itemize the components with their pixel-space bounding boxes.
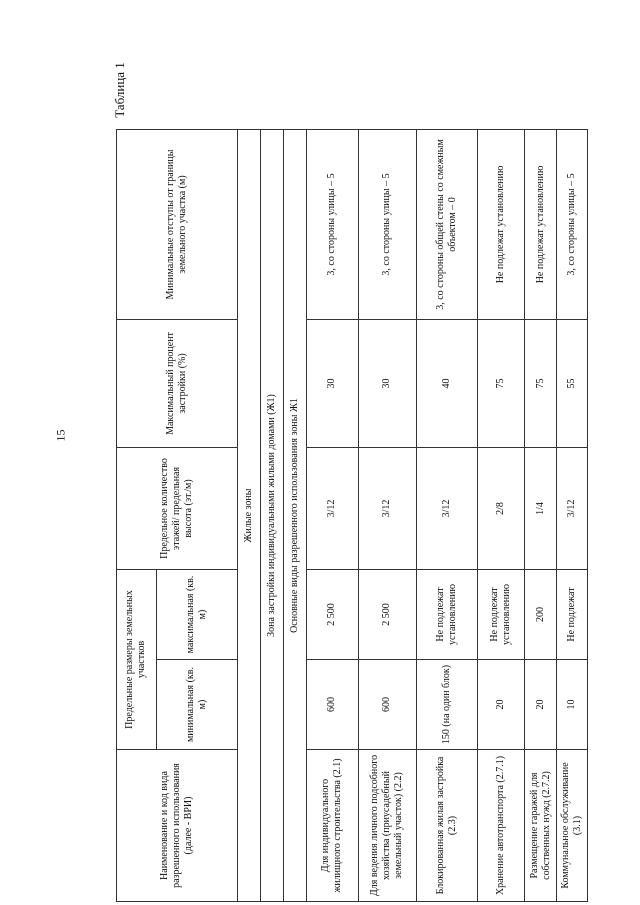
- rotated-table-container: [116, 130, 588, 902]
- row-name: Коммунальное обслуживание (3.1): [556, 750, 587, 902]
- table-row: [358, 129, 416, 901]
- row-name: Размещение гаражей для собственных нужд (2.7.2): [525, 750, 556, 902]
- table-row: [525, 129, 556, 901]
- row-percent: 30: [358, 319, 416, 447]
- table-row: [477, 129, 525, 901]
- row-min: 10: [556, 660, 587, 750]
- row-setback: 3, со стороны улицы – 5: [358, 129, 416, 319]
- table-caption: Таблица 1: [111, 62, 127, 118]
- row-setback: 3, со стороны улицы – 5: [306, 129, 358, 319]
- row-floors: 3/12: [358, 447, 416, 569]
- row-max: Не подлежат: [556, 569, 587, 659]
- header-percent: Максимальный процент застройки (%): [117, 319, 238, 447]
- header-plot-sizes: Предельные размеры земельных участков: [117, 569, 157, 749]
- zoning-table: [116, 129, 588, 902]
- row-setback: 3, со стороны общей стены со смежным объектом – 0: [417, 129, 477, 319]
- row-min: 20: [525, 660, 556, 750]
- row-name: Хранение автотранспорта (2.7.1): [477, 750, 525, 902]
- row-floors: 3/12: [556, 447, 587, 569]
- row-min: 20: [477, 660, 525, 750]
- row-max: Не подлежат установлению: [477, 569, 525, 659]
- row-percent: 75: [477, 319, 525, 447]
- row-max: Не подлежат установлению: [417, 569, 477, 659]
- row-setback: Не подлежат установлению: [525, 129, 556, 319]
- table-row: [417, 129, 477, 901]
- row-name: Для ведения личного подсобного хозяйства (приусадебный земельный участок) (2.2): [358, 750, 416, 902]
- row-max: 2 500: [306, 569, 358, 659]
- header-floors: Предельное количество этажей/ предельная высота (эт./м): [117, 447, 238, 569]
- table-row: [306, 129, 358, 901]
- band-main-uses: Основные виды разрешенного использования зоны Ж1: [283, 129, 306, 901]
- row-name: Для индивидуального жилищного строительства (2.1): [306, 750, 358, 902]
- header-name: Наименование и код вида разрешенного использования (далее - ВРИ): [117, 750, 238, 902]
- row-name: Блокированная жилая застройка (2.3): [417, 750, 477, 902]
- row-percent: 55: [556, 319, 587, 447]
- page-number: 15: [53, 429, 68, 442]
- row-floors: 3/12: [306, 447, 358, 569]
- row-percent: 75: [525, 319, 556, 447]
- header-setbacks: Минимальные отступы от границы земельного участка (м): [117, 129, 238, 319]
- row-floors: 1/4: [525, 447, 556, 569]
- header-max: максимальная (кв. м): [156, 569, 237, 659]
- row-min: 600: [358, 660, 416, 750]
- row-max: 200: [525, 569, 556, 659]
- table-row: [556, 129, 587, 901]
- row-min: 150 (на один блок): [417, 660, 477, 750]
- row-setback: 3, со стороны улицы – 5: [556, 129, 587, 319]
- row-min: 600: [306, 660, 358, 750]
- row-setback: Не подлежат установлению: [477, 129, 525, 319]
- row-floors: 3/12: [417, 447, 477, 569]
- row-floors: 2/8: [477, 447, 525, 569]
- row-percent: 40: [417, 319, 477, 447]
- header-min: минимальная (кв. м): [156, 660, 237, 750]
- row-percent: 30: [306, 319, 358, 447]
- row-max: 2 500: [358, 569, 416, 659]
- band-zone-zh1: Зона застройки индивидуальными жилыми домами (Ж1): [260, 129, 283, 901]
- band-zones: Жилые зоны: [237, 129, 260, 901]
